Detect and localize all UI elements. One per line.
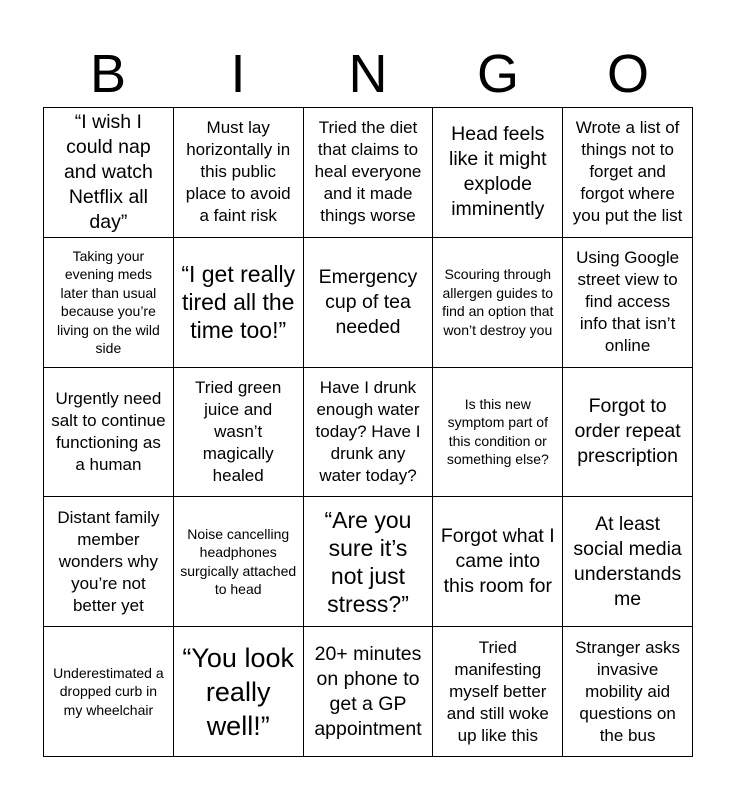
- bingo-cell[interactable]: [174, 108, 304, 238]
- bingo-header: [43, 44, 693, 104]
- cell-text: Taking your evening meds later than usual because you’re living on the wild side: [57, 247, 160, 357]
- bingo-cell[interactable]: [304, 368, 434, 498]
- bingo-cell[interactable]: [433, 497, 563, 627]
- bingo-cell[interactable]: [563, 497, 693, 627]
- bingo-cell[interactable]: [563, 368, 693, 498]
- bingo-cell[interactable]: [304, 238, 434, 368]
- bingo-cell[interactable]: [304, 627, 434, 757]
- bingo-cell[interactable]: [433, 108, 563, 238]
- cell-text: Stranger asks invasive mobility aid questions on the bus: [575, 637, 681, 745]
- cell-text: “Are you sure it’s not just stress?”: [324, 506, 412, 617]
- bingo-cell[interactable]: [304, 497, 434, 627]
- cell-text: Tried the diet that claims to heal everyone and it made things worse: [314, 118, 422, 226]
- cell-text: “You look really well!”: [182, 642, 294, 741]
- cell-text: Emergency cup of tea needed: [318, 265, 418, 338]
- cell-text: Underestimated a dropped curb in my wheelchair: [53, 664, 164, 718]
- bingo-cell[interactable]: [433, 238, 563, 368]
- cell-text: Forgot to order repeat prescription: [574, 395, 681, 468]
- header-letter-i: I: [230, 44, 246, 104]
- cell-text: Wrote a list of things not to forget and forgot where you put the list: [572, 118, 683, 226]
- cell-text: Urgently need salt to continue functioning as a human: [51, 388, 166, 474]
- header-letter-b: B: [89, 44, 127, 104]
- cell-text: Scouring through allergen guides to find an option that won’t destroy you: [442, 266, 554, 338]
- bingo-cell[interactable]: [563, 238, 693, 368]
- cell-text: Noise cancelling headphones surgically attached to head: [180, 525, 297, 598]
- cell-text: Have I drunk enough water today? Have I drunk any water today?: [315, 377, 421, 485]
- bingo-cell[interactable]: [44, 108, 174, 238]
- bingo-cell[interactable]: [304, 108, 434, 238]
- bingo-cell[interactable]: [44, 627, 174, 757]
- cell-text: Is this new symptom part of this condition or something else?: [446, 395, 549, 468]
- cell-text: Using Google street view to find access info that isn’t online: [576, 248, 680, 356]
- cell-text: Tried manifesting myself better and still woke up like this: [446, 637, 549, 745]
- header-letter-n: N: [348, 44, 388, 104]
- bingo-cell[interactable]: [174, 497, 304, 627]
- cell-text: Tried green juice and wasn’t magically healed: [195, 377, 282, 485]
- bingo-cell[interactable]: [174, 238, 304, 368]
- bingo-cell[interactable]: [174, 368, 304, 498]
- bingo-cell[interactable]: [563, 108, 693, 238]
- cell-text: Must lay horizontally in this public place to avoid a faint risk: [185, 118, 291, 226]
- bingo-cell[interactable]: [174, 627, 304, 757]
- cell-text: “I get really tired all the time too!”: [181, 261, 296, 344]
- bingo-cell[interactable]: [433, 368, 563, 498]
- bingo-cell[interactable]: [44, 368, 174, 498]
- cell-text: “I wish I could nap and watch Netflix all day”: [63, 110, 153, 233]
- cell-text: 20+ minutes on phone to get a GP appointment: [314, 642, 422, 740]
- bingo-cell[interactable]: [433, 627, 563, 757]
- cell-text: Head feels like it might explode imminently: [449, 123, 547, 221]
- bingo-grid: [43, 107, 693, 757]
- cell-text: Forgot what I came into this room for: [440, 525, 555, 598]
- bingo-cell[interactable]: [563, 627, 693, 757]
- cell-text: At least social media understands me: [573, 512, 682, 610]
- bingo-cell[interactable]: [44, 497, 174, 627]
- bingo-cell[interactable]: [44, 238, 174, 368]
- header-letter-o: O: [606, 44, 649, 104]
- cell-text: Distant family member wonders why you’re not better yet: [57, 507, 160, 615]
- header-letter-g: G: [476, 44, 519, 104]
